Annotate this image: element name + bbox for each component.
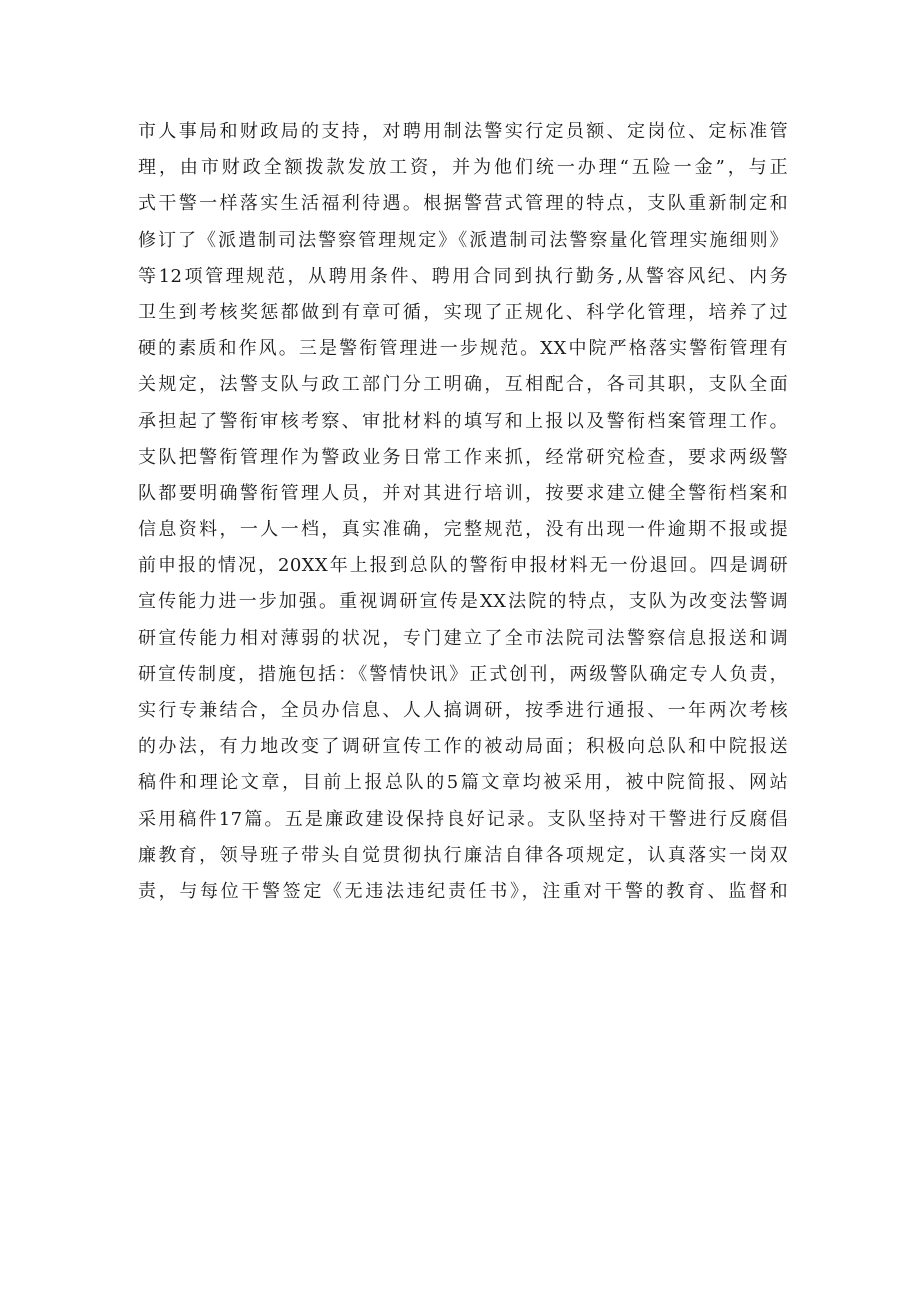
text-line-11: 队都要明确警衔管理人员，并对其进行培训，按要求建立健全警衔档案和 bbox=[138, 482, 788, 504]
text-line-17: 实行专兼结合，全员办信息、人人搞调研，按季进行通报、一年两次考核 bbox=[138, 700, 788, 721]
text-line-6: 卫生到考核奖惩都做到有章可循，实现了正规化、科学化管理，培养了过 bbox=[138, 301, 788, 323]
text-line-7: 硬的素质和作风。三是警衔管理进一步规范。XX中院严格落实警衔管理有 bbox=[138, 338, 788, 360]
text-line-15: 研宣传能力相对薄弱的状况，专门建立了全市法院司法警察信息报送和调 bbox=[138, 627, 788, 649]
text-line-4: 修订了《派遣制司法警察管理规定》《派遣制司法警察量化管理实施细则》 bbox=[138, 229, 788, 251]
text-line-18: 的办法，有力地改变了调研宣传工作的被动局面；积极向总队和中院报送 bbox=[138, 736, 788, 758]
text-line-5: 等12项管理规范，从聘用条件、聘用合同到执行勤务,从警容风纪、内务 bbox=[138, 265, 788, 287]
body-text bbox=[138, 114, 788, 910]
text-line-21: 廉教育，领导班子带头自觉贯彻执行廉洁自律各项规定，认真落实一岗双 bbox=[138, 844, 788, 866]
text-line-12: 信息资料，一人一档，真实准确，完整规范，没有出现一件逾期不报或提 bbox=[138, 519, 788, 541]
text-line-1: 市人事局和财政局的支持，对聘用制法警实行定员额、定岗位、定标准管 bbox=[138, 121, 788, 142]
text-line-20: 采用稿件17篇。五是廉政建设保持良好记录。支队坚持对干警进行反腐倡 bbox=[138, 808, 788, 830]
text-line-13: 前申报的情况，20XX年上报到总队的警衔申报材料无一份退回。四是调研 bbox=[138, 555, 788, 577]
text-line-8: 关规定，法警支队与政工部门分工明确，互相配合，各司其职，支队全面 bbox=[138, 374, 788, 396]
text-line-16: 研宣传制度，措施包括：《警情快讯》正式创刊，两级警队确定专人负责， bbox=[138, 663, 788, 685]
text-line-14: 宣传能力进一步加强。重视调研宣传是XX法院的特点，支队为改变法警调 bbox=[138, 591, 788, 613]
text-line-19: 稿件和理论文章，目前上报总队的5篇文章均被采用，被中院简报、网站 bbox=[138, 772, 788, 794]
text-line-22: 责，与每位干警签定《无违法违纪责任书》，注重对干警的教育、监督和 bbox=[138, 880, 788, 902]
text-line-2: 理，由市财政全额拨款发放工资，并为他们统一办理“五险一金”，与正 bbox=[138, 157, 788, 179]
text-line-9: 承担起了警衔审核考察、审批材料的填写和上报以及警衔档案管理工作。 bbox=[138, 410, 788, 432]
text-line-10: 支队把警衔管理作为警政业务日常工作来抓，经常研究检查，要求两级警 bbox=[138, 446, 788, 468]
text-line-3: 式干警一样落实生活福利待遇。根据警营式管理的特点，支队重新制定和 bbox=[138, 193, 788, 215]
